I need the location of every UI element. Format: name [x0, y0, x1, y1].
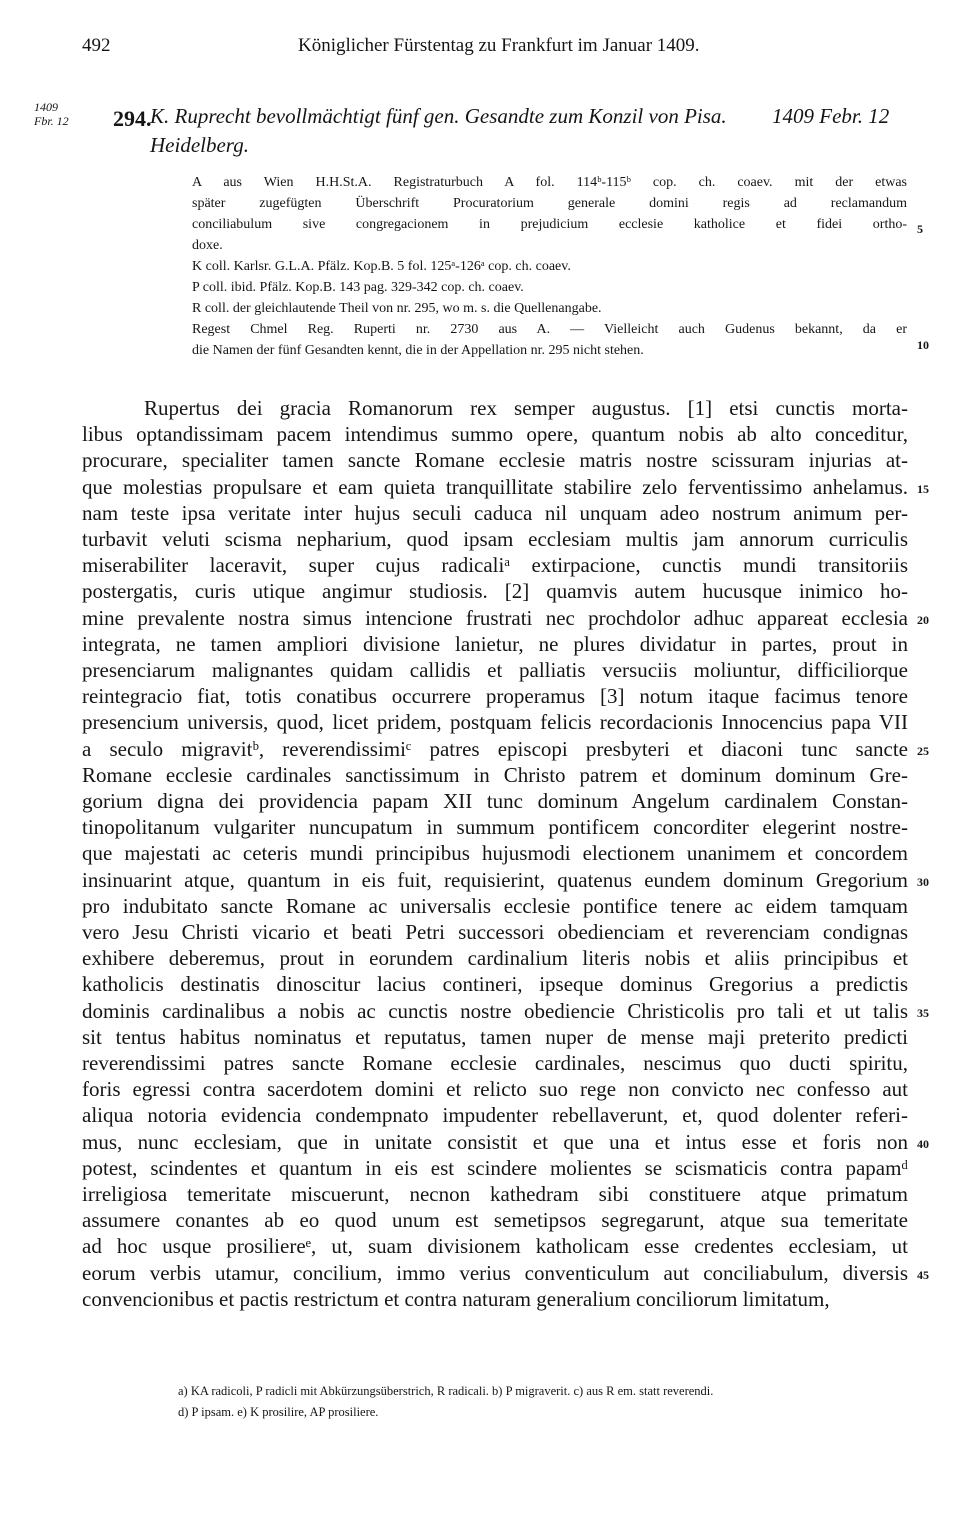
text-line: potest, scindentes et quantum in eis est scindere molientes se scismaticis contra papamᵈ [82, 1155, 908, 1180]
regest-place: Heidelberg. [150, 133, 249, 157]
line-number: 15 [917, 482, 929, 496]
apparatus-line: P coll. ibid. Pfälz. Kop.B. 143 pag. 329-342 cop. ch. coaev. [192, 280, 524, 295]
regest-date: 1409 Febr. 12 [772, 104, 890, 128]
text-line: presencium universis, quod, licet pridem, postquam felicis recordacionis Innocencius papa VII [82, 710, 908, 735]
apparatus-line: A aus Wien H.H.St.A. Registraturbuch A fol. 114ᵇ-115ᵇ cop. ch. coaev. mit der etwas [192, 175, 907, 190]
line-number: 30 [917, 875, 929, 889]
text-line: procurare, specialiter tamen sancte Romane ecclesie matris nostre scissuram injurias at- [82, 448, 908, 473]
text-line: tinopolitanum vulgariter nuncupatum in summum pontificem concorditer elegerint nostre- [82, 815, 908, 840]
apparatus-line: R coll. der gleichlautende Theil von nr. 295, wo m. s. die Quellenangabe. [192, 301, 602, 316]
text-line: reverendissimi patres sancte Romane ecclesie cardinales, nescimus quo ducti spiritu, [82, 1051, 908, 1075]
text-line: vero Jesu Christi vicario et beati Petri successori obedienciam et reverenciam condignas [82, 920, 908, 944]
text-line: postergatis, curis utique angimur studiosis. [2] quamvis autem hucusque inimico ho- [82, 579, 908, 604]
apparatus-line: K coll. Karlsr. G.L.A. Pfälz. Kop.B. 5 fol. 125ᵃ-126ᵃ cop. ch. coaev. [192, 259, 571, 274]
apparatus-line: conciliabulum sive congregacionem in prejudicium ecclesie katholice et fidei ortho- [192, 217, 907, 232]
footnote-line: a) KA radicoli, P radicli mit Abkürzungsüberstrich, R radicali. b) P migraverit. c) aus R em. statt reverendi. [178, 1384, 714, 1398]
text-line: que molestias propulsare et eam quieta tranquillitate stabilire zelo ferventissimo anhelamus. [82, 474, 908, 499]
apparatus-line: die Namen der fünf Gesandten kennt, die in der Appellation nr. 295 nicht stehen. [192, 343, 644, 358]
apparatus-line: später zugefügten Überschrift Procuratorium generale domini regis ad reclamandum [192, 196, 907, 211]
text-line: ad hoc usque prosiliereᵉ, ut, suam divisionem katholicam esse credentes ecclesiam, ut [82, 1234, 908, 1259]
margin-date-year: 1409 [34, 100, 58, 114]
line-number: 20 [917, 613, 929, 627]
text-line: foris egressi contra sacerdotem domini et relicto suo rege non convicto nec confesso aut [82, 1077, 908, 1102]
regest-number: 294. [113, 106, 152, 131]
text-line: Romane ecclesie cardinales sanctissimum in Christo patrem et dominum dominum Gre- [82, 762, 908, 787]
text-line: que majestati ac ceteris mundi principibus hujusmodi electionem unanimem et concordem [82, 841, 908, 866]
text-line: integrata, ne tamen ampliori divisione lanietur, ne plures dividatur in partes, prout in [82, 631, 908, 656]
margin-date-monthday: Fbr. 12 [34, 114, 69, 128]
text-line: eorum verbis utamur, concilium, immo verius conventiculum aut conciliabulum, diversis [82, 1260, 908, 1285]
text-line: presenciarum malignantes quidam callidis et palliatis versuciis moliuntur, difficiliorque [82, 658, 908, 682]
text-line: miserabiliter laceravit, super cujus radicaliᵃ extirpacione, cunctis mundi transitoriis [82, 553, 908, 578]
text-line: mus, nunc ecclesiam, que in unitate consistit et que una et intus esse et foris non [82, 1129, 908, 1154]
page-number: 492 [82, 35, 111, 56]
text-line: katholicis destinatis dinoscitur lacius contineri, ipseque dominus Gregorius a predictis [82, 972, 908, 997]
line-number: 35 [917, 1006, 929, 1020]
text-line: sit tentus habitus nominatus et reputatus, tamen nuper de mense maji preterito predicti [82, 1024, 908, 1049]
text-line: gorium digna dei providencia papam XII tunc dominum Angelum cardinalem Constan- [82, 789, 908, 813]
text-line: convencionibus et pactis restrictum et contra naturam generalium conciliorum limitatum, [82, 1286, 830, 1311]
text-line: a seculo migravitᵇ, reverendissimiᶜ patres episcopi presbyteri et diaconi tunc sancte [82, 736, 908, 761]
apparatus-line: doxe. [192, 238, 223, 253]
footnote-line: d) P ipsam. e) K prosilire, AP prosiliere. [178, 1405, 379, 1419]
text-line: nam teste ipsa veritate inter hujus seculi caduca nil unquam adeo nostrum animum per- [82, 500, 908, 525]
text-line: aliqua notoria evidencia condempnato impudenter rebellaverunt, et, quod dolenter referi- [82, 1103, 908, 1128]
line-number: 5 [917, 222, 923, 236]
regest-title: K. Ruprecht bevollmächtigt fünf gen. Gesandte zum Konzil von Pisa. [150, 104, 727, 128]
text-line: mine prevalente nostra simus intencione frustrati nec prochdolor adhuc appareat ecclesia [82, 605, 908, 630]
running-title: Königlicher Fürstentag zu Frankfurt im Januar 1409. [298, 35, 700, 56]
apparatus-line: Regest Chmel Reg. Ruperti nr. 2730 aus A. — Vielleicht auch Gudenus bekannt, da er [192, 322, 907, 337]
line-number: 10 [917, 338, 929, 352]
line-number: 25 [917, 744, 929, 758]
text-line: Rupertus dei gracia Romanorum rex semper augustus. [1] etsi cunctis morta- [144, 396, 908, 420]
text-line: exhibere deberemus, prout in eorundem cardinalium literis nobis et aliis principibus et [82, 946, 908, 971]
text-line: turbavit veluti scisma nepharium, quod ipsam ecclesiam multis jam annorum curriculis [82, 527, 908, 551]
text-line: reintegracio fiat, totis conatibus occurrere properamus [3] notum itaque facimus tenore [82, 684, 908, 709]
text-line: assumere conantes ab eo quod unum est semetipsos segregarunt, atque sua temeritate [82, 1208, 908, 1233]
text-line: dominis cardinalibus a nobis ac cunctis nostre obediencie Christicolis pro tali et ut talis [82, 998, 908, 1023]
text-line: irreligiosa temeritate miscuerunt, necnon kathedram sibi constituere atque primatum [82, 1182, 908, 1206]
text-line: libus optandissimam pacem intendimus summo opere, quantum nobis ab alto conceditur, [82, 422, 908, 447]
line-number: 45 [917, 1268, 929, 1282]
line-number: 40 [917, 1137, 929, 1151]
text-line: insinuarint atque, quantum in eis fuit, requisierint, quatenus eundem dominum Gregorium [82, 867, 908, 892]
text-line: pro indubitato sancte Romane ac universalis ecclesie pontifice tenere ac eidem tamquam [82, 893, 908, 918]
